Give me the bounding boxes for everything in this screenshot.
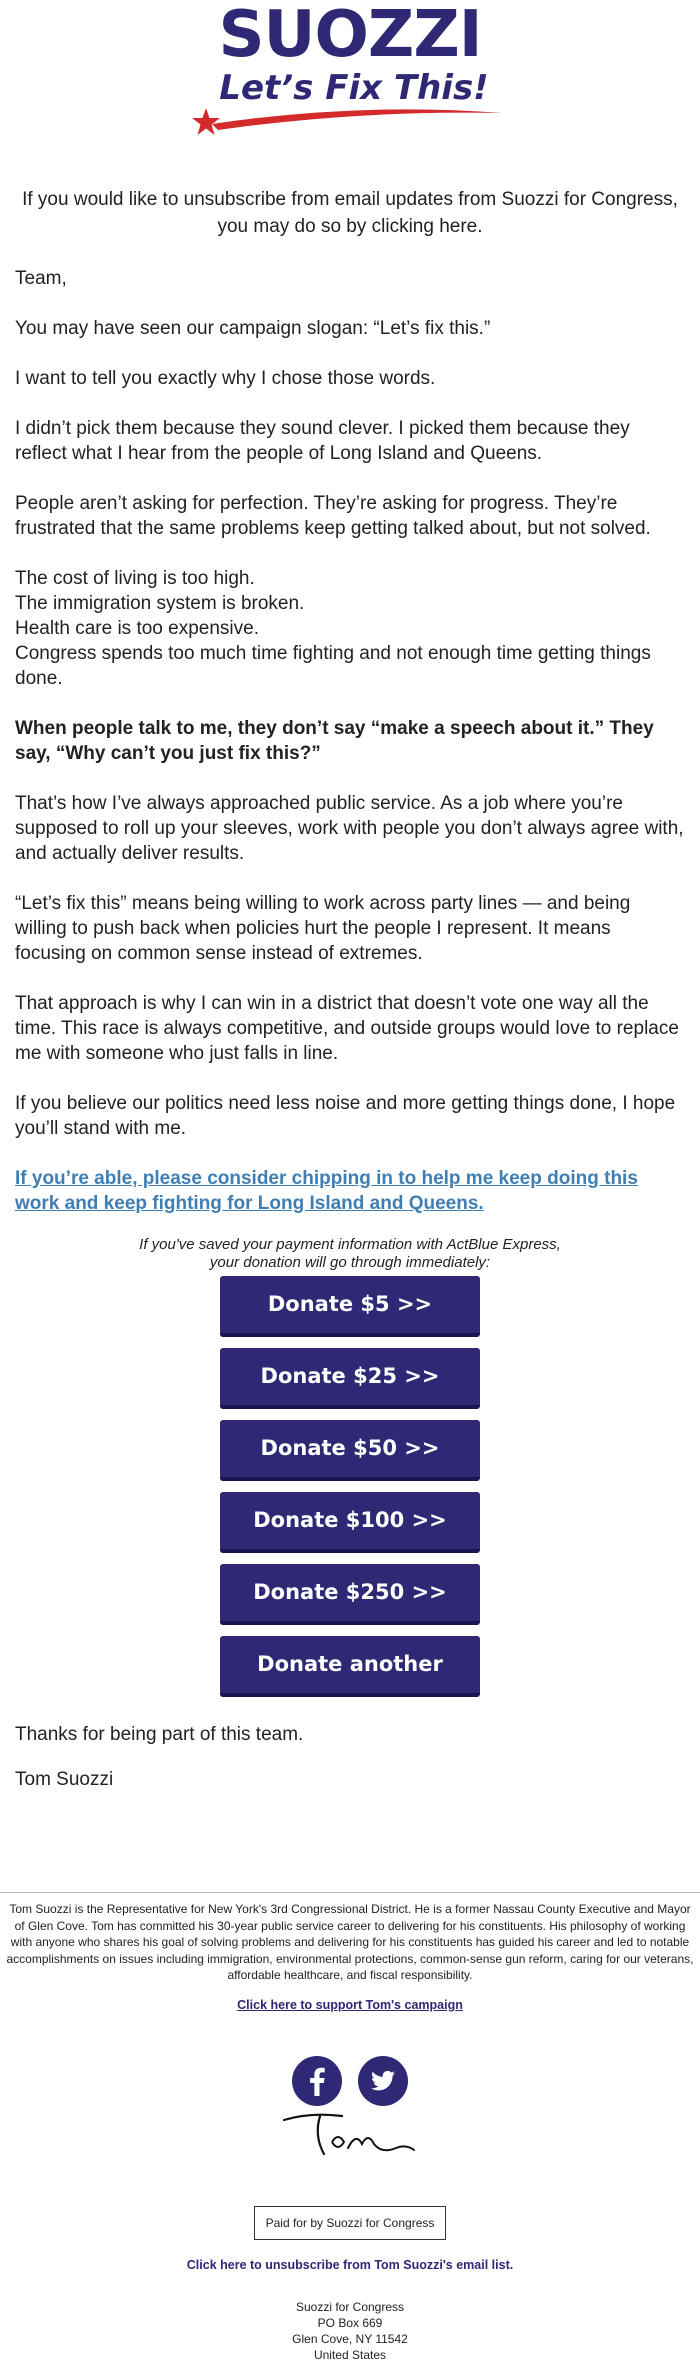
donate-5-button[interactable]: Donate $5 >> <box>220 1276 480 1337</box>
cta-paragraph <box>15 1166 685 1216</box>
donate-buttons <box>220 1276 480 1733</box>
donate-other-amount-button[interactable]: Donate another amount <box>220 1636 480 1697</box>
bold-paragraph: When people talk to me, they don’t say “make a speech about it.” They say, “Why can’t you just fix this?” <box>15 718 654 764</box>
about-tom-text: Tom Suozzi is the Representative for New York's 3rd Congressional District. He is a former Nassau County Executive and Mayor of Glen Cove. Tom has committed his 30-year public service career to delivering for his constituents. His philosophy of working with anyone who shares his goal of solving problems and delivering for his constituents has guided his career and led to notable accomplishments on issues including immigration, environmental protections, common-sense gun reform, caring for our veterans, affordable healthcare, and fiscal responsibility. <box>6 1902 694 1982</box>
suozzi-logo <box>190 0 510 150</box>
problem-item: The immigration system is broken. <box>15 593 305 614</box>
support-campaign-link[interactable]: Click here to support Tom's campaign <box>237 1997 463 2012</box>
paragraph-1: You may have seen our campaign slogan: “Let’s fix this.” <box>15 318 491 339</box>
unsubscribe-top-link[interactable] <box>18 186 682 240</box>
signoff-name: Tom Suozzi <box>15 1769 114 1790</box>
unsubscribe-top-text[interactable]: If you would like to unsubscribe from email updates from Suozzi for Congress, you may do so by clicking here. <box>22 189 678 237</box>
address-line: United States <box>313 2347 387 2362</box>
social-links <box>0 2056 700 2106</box>
logo-swoosh <box>212 109 502 130</box>
paragraph-7: “Let’s fix this” means being willing to work across party lines — and being willing to push back when policies hurt the people I represent. It means focusing on common sense instead of extremes. <box>15 893 631 964</box>
problem-item: Health care is too expensive. <box>15 618 259 639</box>
paragraph-6: That’s how I’ve always approached public service. As a job where you’re supposed to roll up your sleeves, work with people you don’t always agree with, and actually deliver results. <box>15 793 684 864</box>
express-note-line-1: If you've saved your payment information with ActBlue Express, <box>139 1236 561 1253</box>
paragraph-2: I want to tell you exactly why I chose those words. <box>15 368 436 389</box>
twitter-icon[interactable] <box>358 2056 408 2106</box>
mailing-address <box>0 2299 700 2363</box>
support-campaign <box>0 1998 700 2012</box>
paragraph-8: That approach is why I can win in a district that doesn’t vote one way all the time. This race is always competitive, and outside groups would love to replace me with someone who just falls in line. <box>15 993 679 1064</box>
problem-list <box>15 566 685 691</box>
cta-donate-link[interactable]: If you’re able, please consider chipping in to help me keep doing this work and keep fighting for Long Island and Queens. <box>15 1168 638 1214</box>
unsubscribe-bottom-link[interactable]: Click here to unsubscribe from Tom Suozzi's email list. <box>186 2257 514 2272</box>
paid-for-notice: Paid for by Suozzi for Congress <box>254 2206 446 2240</box>
actblue-express-note <box>0 1236 700 1272</box>
donate-25-button[interactable]: Donate $25 >> <box>220 1348 480 1409</box>
donate-100-button[interactable]: Donate $100 >> <box>220 1492 480 1553</box>
letter-body <box>0 266 700 1216</box>
logo-name: SUOZZI <box>218 0 482 72</box>
problem-item: Congress spends too much time fighting and not enough time getting things done. <box>15 643 651 689</box>
donate-250-button[interactable]: Donate $250 >> <box>220 1564 480 1625</box>
donate-50-button[interactable]: Donate $50 >> <box>220 1420 480 1481</box>
express-note-line-2: your donation will go through immediately: <box>209 1254 491 1271</box>
logo-star-icon <box>192 108 220 135</box>
problem-item: The cost of living is too high. <box>15 568 255 589</box>
logo-slogan: Let’s Fix This! <box>219 68 489 108</box>
address-line: Glen Cove, NY 11542 <box>292 2331 408 2346</box>
paragraph-9: If you believe our politics need less noise and more getting things done, I hope you’ll stand with me. <box>15 1093 676 1139</box>
unsubscribe-bottom <box>0 2258 700 2272</box>
address-line: Suozzi for Congress <box>295 2299 405 2314</box>
paragraph-3: I didn’t pick them because they sound clever. I picked them because they reflect what I hear from the people of Long Island and Queens. <box>15 418 630 464</box>
tom-signature <box>280 2106 420 2164</box>
paragraph-4: People aren’t asking for perfection. They’re asking for progress. They’re frustrated that the same problems keep getting talked about, but not solved. <box>15 493 651 539</box>
address-line: PO Box 669 <box>317 2315 383 2330</box>
greeting: Team, <box>15 268 67 289</box>
facebook-icon[interactable] <box>292 2056 342 2106</box>
thanks-text: Thanks for being part of this team. <box>15 1724 304 1745</box>
